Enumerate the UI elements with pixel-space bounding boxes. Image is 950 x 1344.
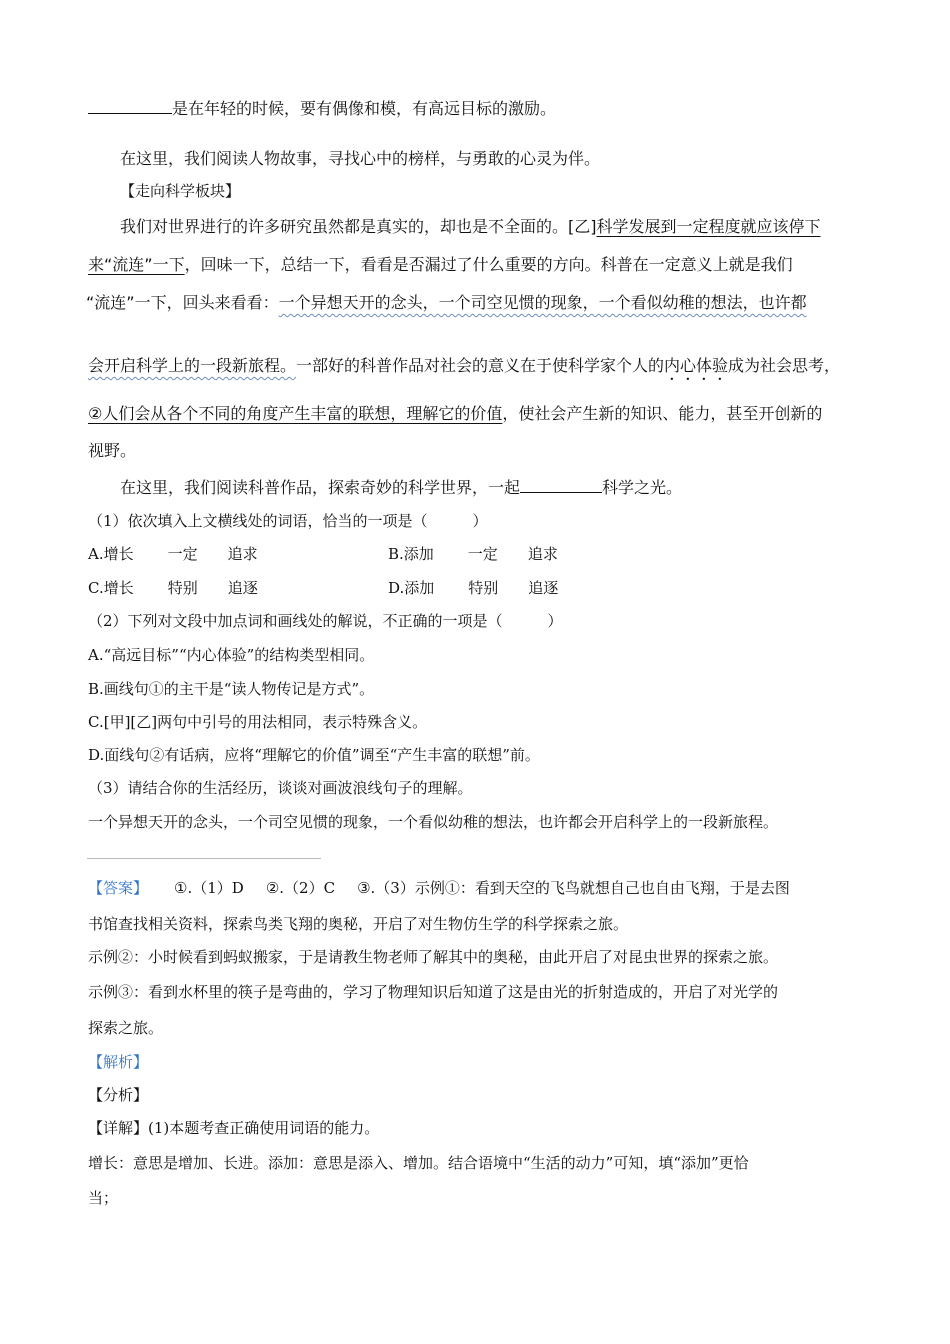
wavy-sentence-cont: 会开启科学上的一段新旅程。 [88,356,297,375]
q2-option-b: B.画线句①的主干是“读人物传记是方式”。 [88,680,375,698]
answer-label: 【答案】 [88,879,149,897]
underlined-sentence-yi: 科学发展到一定程度就应该停下 [596,217,821,236]
analysis-text-2: 当； [88,1189,119,1207]
analysis-detail: 【详解】(1)本题考查正确使用词语的能力。 [88,1119,380,1137]
passage-line-8: ②人们会从各个不同的角度产生丰富的联想，理解它的价值，使社会产生新的知识、能力，甚至开创新的 [88,404,823,423]
fill-blank-3 [520,475,602,493]
separator-line [87,858,321,859]
q2-option-a: A.“高远目标”“内心体验”的结构类型相同。 [88,646,375,664]
section-title: 【走向科学板块】 [120,182,241,200]
passage-line-9: 视野。 [88,441,137,460]
passage-line-10: 在这里，我们阅读科普作品，探索奇妙的科学世界，一起 科学之光。 [120,475,682,498]
question-3-text: 一个异想天开的念头，一个司空见惯的现象，一个看似幼稚的想法，也许都会开启科学上的一段新旅程。 [88,813,779,831]
question-2: （2）下列对文段中加点词和画线处的解说，不正确的一项是（ ） [88,612,563,630]
q1-option-b: B.添加 一定 追求 [388,545,558,563]
wavy-sentence: 一个异想天开的念头，一个司空见惯的现象，一个看似幼稚的想法，也许都 [278,293,807,312]
analysis-label: 【解析】 [88,1053,149,1071]
answer-line-1: 【答案】 ①.（1）D ②.（2）C ③.（3）示例①：看到天空的飞鸟就想自己也自由飞翔，于是去图 [88,879,790,897]
passage-line-6: “流连”一下，回头来看看：一个异想天开的念头，一个司空见惯的现象，一个看似幼稚的想法，也许都 [86,293,807,312]
answer-example-3-cont: 探索之旅。 [88,1019,164,1037]
underlined-sentence-yi-cont: 来“流连”一下 [88,255,185,274]
q2-option-d: D.面线句②有话病，应将“理解它的价值”调至“产生丰富的联想”前。 [88,746,540,764]
analysis-fenxi: 【分析】 [88,1086,149,1104]
fill-blank-1 [88,96,172,114]
analysis-text-1: 增长：意思是增加、长进。添加：意思是添入、增加。结合语境中“生活的动力”可知，填“添加”更恰 [88,1154,749,1172]
passage-line-4: 我们对世界进行的许多研究虽然都是真实的，却也是不全面的。[乙]科学发展到一定程度就应该停下 [120,217,821,236]
q1-option-c: C.增长 特别 追逐 [88,579,258,597]
question-3: （3）请结合你的生活经历，谈谈对画波浪线句子的理解。 [88,779,473,797]
answer-example-2: 示例②：小时候看到蚂蚁搬家，于是请教生物老师了解其中的奥秘，由此开启了对昆虫世界的探索之旅。 [88,948,779,966]
underlined-sentence-2: ②人们会从各个不同的角度产生丰富的联想，理解它的价值 [88,404,503,423]
passage-line-2: 在这里，我们阅读人物故事，寻找心中的榜样，与勇敢的心灵为伴。 [120,149,601,168]
q1-option-d: D.添加 特别 追逐 [388,579,559,597]
answer-example-3: 示例③：看到水杯里的筷子是弯曲的，学习了物理知识后知道了这是由光的折射造成的，开启了对光学的 [88,983,779,1001]
passage-line-7: 会开启科学上的一段新旅程。一部好的科普作品对社会的意义在于使科学家个人的内心体验成为社会思考， [88,356,841,375]
dotted-word: 内心体验 [664,356,729,375]
q2-option-c: C.[甲][乙]两句中引号的用法相同，表示特殊含义。 [88,713,428,731]
passage-line-1: 是在年轻的时候，要有偶像和模，有高远目标的激励。 [88,96,556,119]
passage-line-5: 来“流连”一下，回味一下，总结一下，看看是否漏过了什么重要的方向。科普在一定意义上就是我们 [88,255,793,274]
answer-line-2: 书馆查找相关资料，探索鸟类飞翔的奥秘，开启了对生物仿生学的科学探索之旅。 [88,915,629,933]
q1-option-a: A.增长 一定 追求 [88,545,258,563]
question-1: （1）依次填入上文横线处的词语，恰当的一项是（ ） [88,512,488,530]
